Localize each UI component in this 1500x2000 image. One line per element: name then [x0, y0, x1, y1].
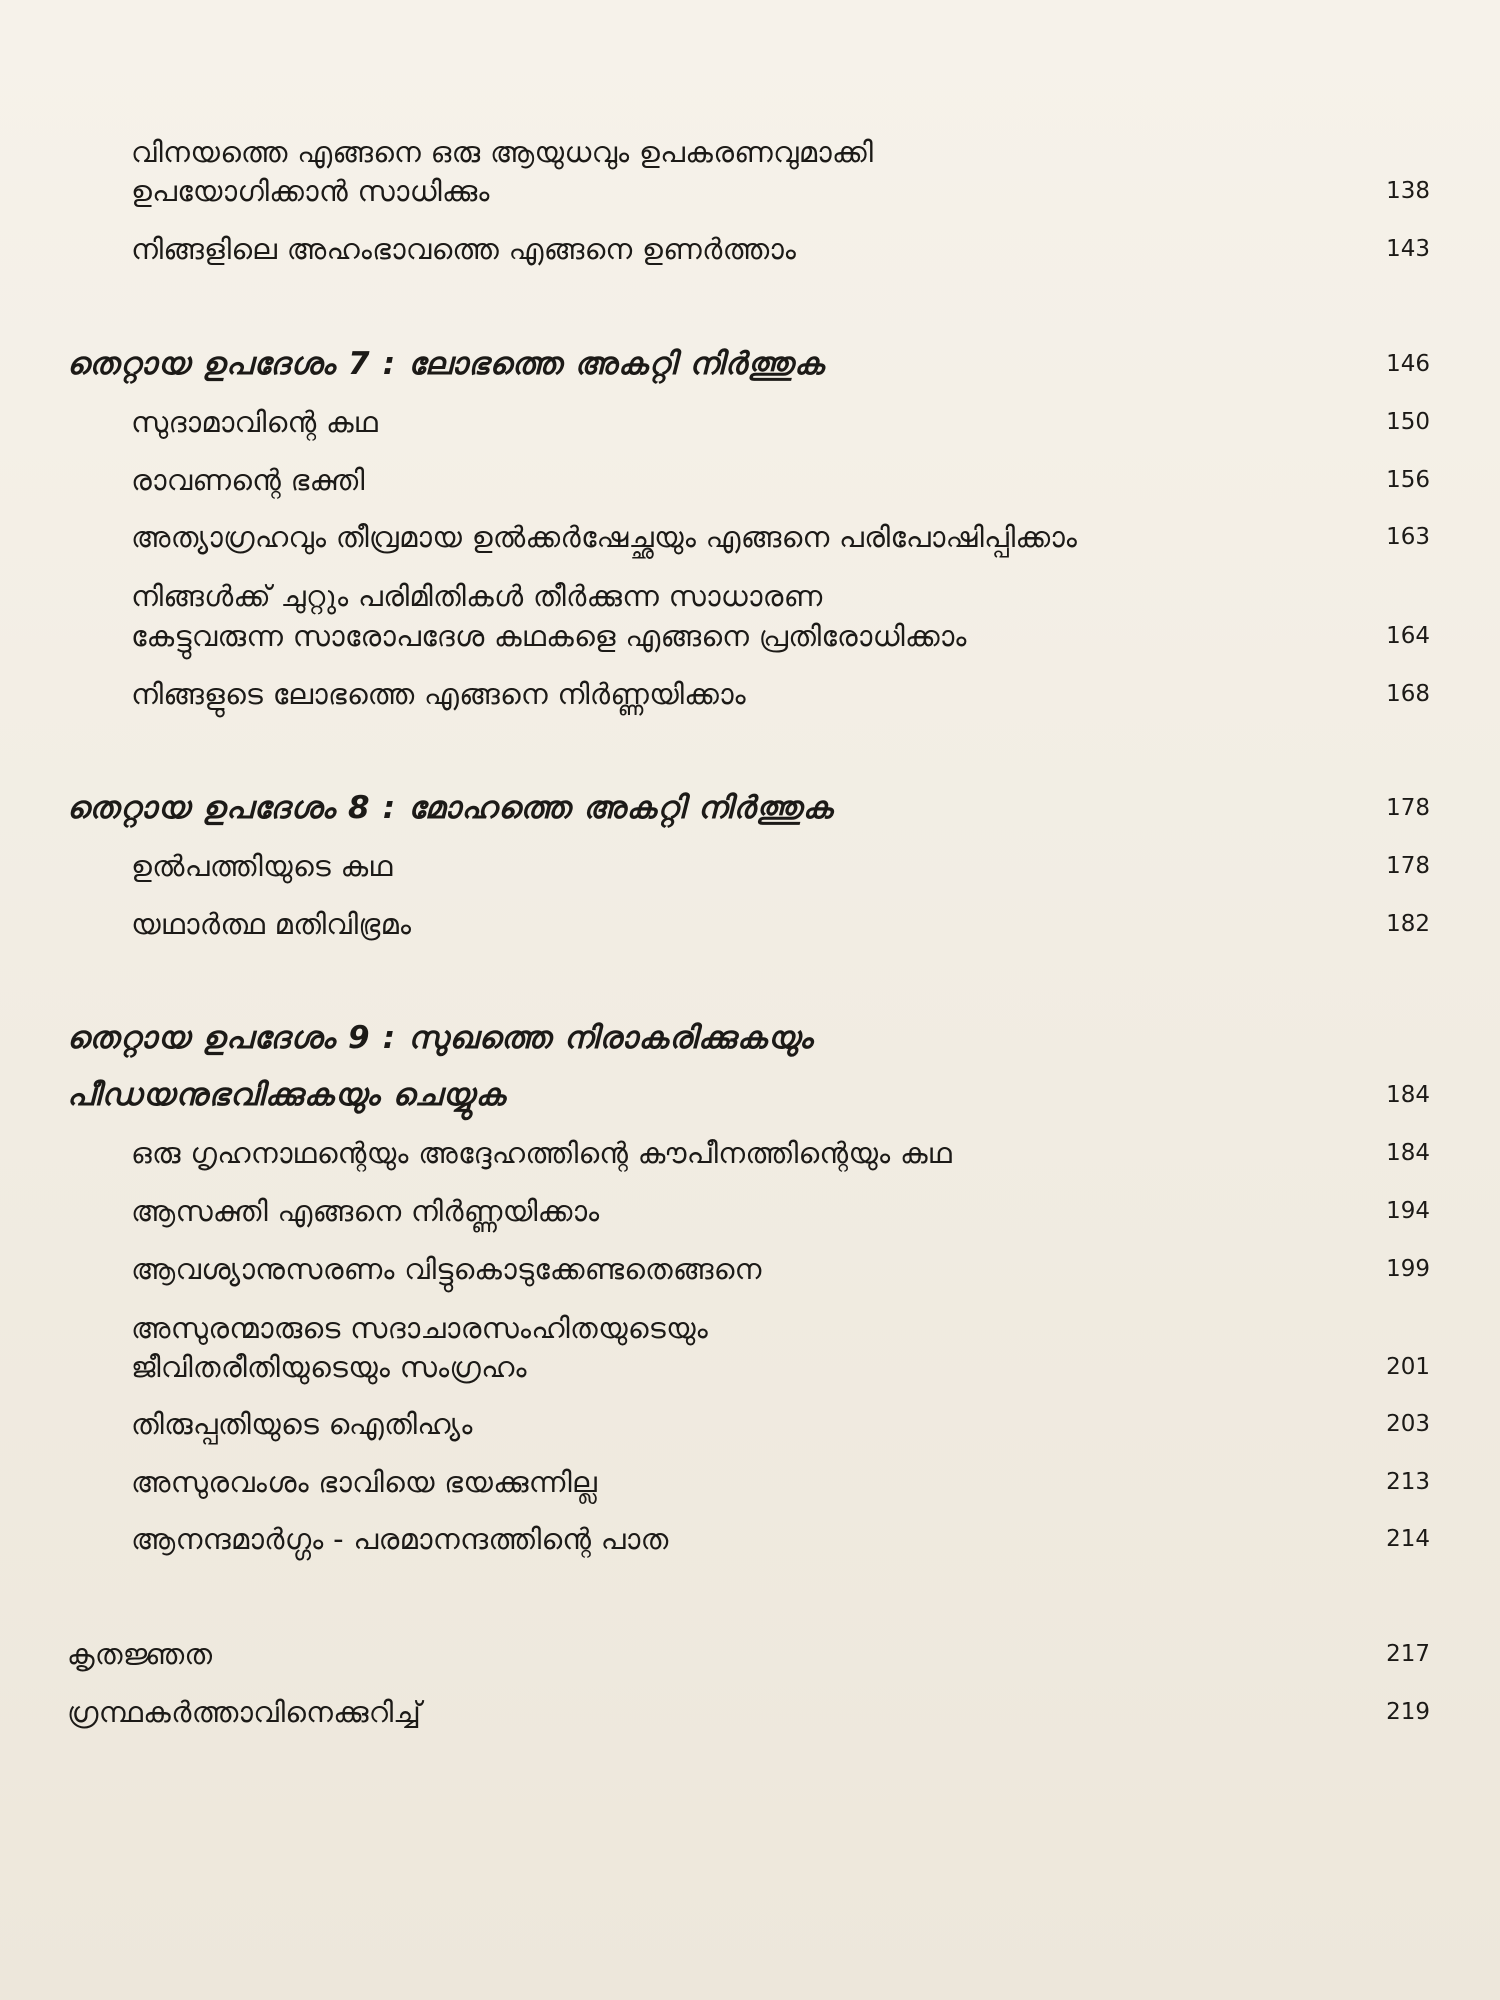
- toc-page-number: 150: [1386, 409, 1430, 435]
- toc-page-number: 156: [1386, 467, 1430, 493]
- toc-page-number: 219: [1386, 1699, 1430, 1725]
- toc-entry-title: വിനയത്തെ എങ്ങനെ ഒരു ആയുധവും ഉപകരണവുമാക്കി: [131, 135, 874, 169]
- toc-entry-title: ഒരു ഗൃഹനാഥന്റെയും അദ്ദേഹത്തിന്റെ കൗപീനത്തിന്റെയും കഥ: [131, 1136, 953, 1170]
- toc-page-number: 182: [1386, 911, 1430, 937]
- toc-chapter-title: തെറ്റായ ഉപദേശം 7 : ലോഭത്തെ അകറ്റി നിർത്തുക: [67, 346, 825, 382]
- toc-entry-title: അസുരവംശം ഭാവിയെ ഭയക്കുന്നില്ല: [131, 1465, 598, 1499]
- toc-entry-title: തിരുപ്പതിയുടെ ഐതിഹ്യം: [131, 1407, 473, 1441]
- toc-page-number: 214: [1386, 1526, 1430, 1552]
- toc-page-number: 199: [1386, 1256, 1430, 1282]
- toc-entry-title: ആനന്ദമാർഗ്ഗം - പരമാനന്ദത്തിന്റെ പാത: [131, 1522, 669, 1556]
- toc-page-number: 146: [1386, 351, 1430, 377]
- toc-page-number: 217: [1386, 1641, 1430, 1667]
- toc-page-number: 178: [1386, 795, 1430, 821]
- toc-page-number: 184: [1386, 1082, 1430, 1108]
- toc-entry-title: ഗ്രന്ഥകർത്താവിനെക്കുറിച്ച്: [67, 1695, 422, 1729]
- toc-entry-title: അത്യാഗ്രഹവും തീവ്രമായ ഉൽക്കർഷേച്ഛയും എങ്ങനെ പരിപോഷിപ്പിക്കാം: [131, 520, 1078, 554]
- toc-entry-title: ഉപയോഗിക്കാൻ സാധിക്കും: [131, 174, 490, 208]
- toc-entry-title: നിങ്ങളിലെ അഹംഭാവത്തെ എങ്ങനെ ഉണർത്താം: [131, 232, 797, 266]
- toc-page-number: 164: [1386, 623, 1430, 649]
- toc-chapter-title: തെറ്റായ ഉപദേശം 8 : മോഹത്തെ അകറ്റി നിർത്തുക: [67, 790, 834, 826]
- toc-entry-title: കൃതജ്ഞത: [67, 1637, 213, 1671]
- toc-chapter-title: പീഡയനുഭവിക്കുകയും ചെയ്യുക: [67, 1077, 507, 1113]
- toc-page-number: 213: [1386, 1469, 1430, 1495]
- toc-page-number: 201: [1386, 1354, 1430, 1380]
- toc-page-number: 184: [1386, 1140, 1430, 1166]
- toc-page-number: 194: [1386, 1198, 1430, 1224]
- toc-entry-title: ആവശ്യാനുസരണം വിട്ടുകൊടുക്കേണ്ടതെങ്ങനെ: [131, 1252, 762, 1286]
- toc-entry-title: കേട്ടുവരുന്ന സാരോപദേശ കഥകളെ എങ്ങനെ പ്രതിരോധിക്കാം: [131, 619, 967, 653]
- toc-page-number: 163: [1386, 524, 1430, 550]
- toc-entry-title: രാവണന്റെ ഭക്തി: [131, 463, 365, 497]
- toc-entry-title: അസുരന്മാരുടെ സദാചാരസംഹിതയുടെയും: [131, 1311, 709, 1345]
- toc-entry-title: നിങ്ങൾക്ക് ചുറ്റും പരിമിതികൾ തീർക്കുന്ന സാധാരണ: [131, 579, 823, 613]
- toc-entry-title: ഉൽപത്തിയുടെ കഥ: [131, 849, 393, 883]
- toc-entry-title: ആസക്തി എങ്ങനെ നിർണ്ണയിക്കാം: [131, 1194, 600, 1228]
- toc-entry-title: യഥാർത്ഥ മതിവിഭ്രമം: [131, 907, 412, 941]
- toc-page-number: 168: [1386, 681, 1430, 707]
- toc-entry-title: ജീവിതരീതിയുടെയും സംഗ്രഹം: [131, 1350, 527, 1384]
- toc-entry-title: സുദാമാവിന്റെ കഥ: [131, 405, 379, 439]
- toc-chapter-title: തെറ്റായ ഉപദേശം 9 : സുഖത്തെ നിരാകരിക്കുകയും: [67, 1020, 814, 1056]
- toc-page-number: 143: [1386, 236, 1430, 262]
- toc-page-number: 138: [1386, 178, 1430, 204]
- toc-entry-title: നിങ്ങളുടെ ലോഭത്തെ എങ്ങനെ നിർണ്ണയിക്കാം: [131, 677, 746, 711]
- toc-page-number: 178: [1386, 853, 1430, 879]
- toc-page-number: 203: [1386, 1411, 1430, 1437]
